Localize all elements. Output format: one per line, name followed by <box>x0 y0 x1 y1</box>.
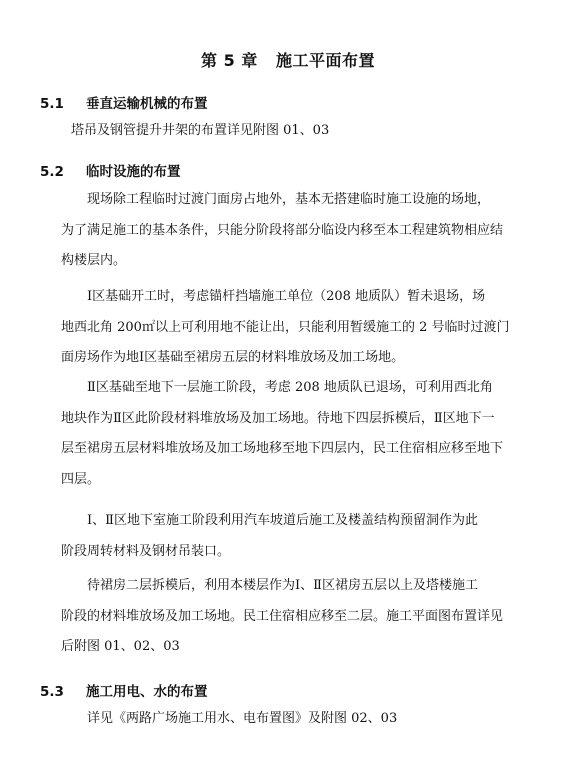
paragraph-line: 四层。 <box>61 471 101 487</box>
paragraph-line: Ⅰ、Ⅱ区地下室施工阶段利用汽车坡道后施工及楼盖结构预留洞作为此 <box>87 513 478 528</box>
section-heading-5-2 <box>40 160 181 180</box>
paragraph-line: Ⅰ区基础开工时，考虑锚杆挡墙施工单位（208 地质队）暂未退场，场 <box>87 289 486 304</box>
paragraph <box>61 185 539 277</box>
paragraph <box>61 116 539 147</box>
paragraph-line: 现场除工程临时过渡门面房占地外，基本无搭建临时施工设施的场地， <box>87 192 491 207</box>
paragraph-line: 待裙房二层拆模后，利用本楼层作为Ⅰ、Ⅱ区裙房五层以上及塔楼施工 <box>87 578 478 593</box>
section-heading-5-3 <box>40 680 208 700</box>
section-number: 5.1 <box>40 96 64 112</box>
paragraph <box>61 282 539 374</box>
section-number: 5.2 <box>40 164 64 180</box>
paragraph <box>61 373 539 495</box>
paragraph-line: 为了满足施工的基本条件，只能分阶段将部分临设内移至本工程建筑物相应结 <box>61 222 504 238</box>
section-title: 施工用电、水的布置 <box>86 684 208 700</box>
paragraph-line: 塔吊及钢管提升井架的布置详见附图 01、03 <box>71 123 330 138</box>
paragraph-line: 面房场作为地Ⅰ区基础至裙房五层的材料堆放场及加工场地。 <box>61 350 405 365</box>
paragraph-line: 地块作为Ⅱ区此阶段材料堆放场及加工场地。待地下四层拆模后，Ⅱ区地下一 <box>61 410 495 426</box>
paragraph <box>61 571 539 663</box>
paragraph-line: 层至裙房五层材料堆放场及加工场地移至地下四层内，民工住宿相应移至地下 <box>61 441 504 456</box>
section-heading-5-1 <box>40 92 208 112</box>
section-title: 临时设施的布置 <box>86 164 181 180</box>
chapter-title: 第 5 章 施工平面布置 <box>201 51 375 70</box>
section-number: 5.3 <box>40 684 64 700</box>
paragraph-line: 阶段周转材料及钢材吊装口。 <box>61 543 231 559</box>
paragraph-line: 构楼层内。 <box>61 253 127 268</box>
paragraph-line: 地西北角 200㎡以上可利用地不能让出，只能利用暂缓施工的 2 号临时过渡门 <box>61 319 510 335</box>
paragraph <box>61 704 539 735</box>
paragraph-line: 后附图 01、02、03 <box>61 639 180 654</box>
paragraph-line: 详见《两路广场施工用水、电布置图》及附图 02、03 <box>87 711 398 726</box>
paragraph-line: Ⅱ区基础至地下一层施工阶段，考虑 208 地质队已退场，可利用西北角 <box>87 380 493 395</box>
section-title: 垂直运输机械的布置 <box>86 96 208 112</box>
paragraph <box>61 506 539 567</box>
paragraph-line: 阶段的材料堆放场及加工场地。民工住宿相应移至二层。施工平面图布置详见 <box>61 608 504 624</box>
